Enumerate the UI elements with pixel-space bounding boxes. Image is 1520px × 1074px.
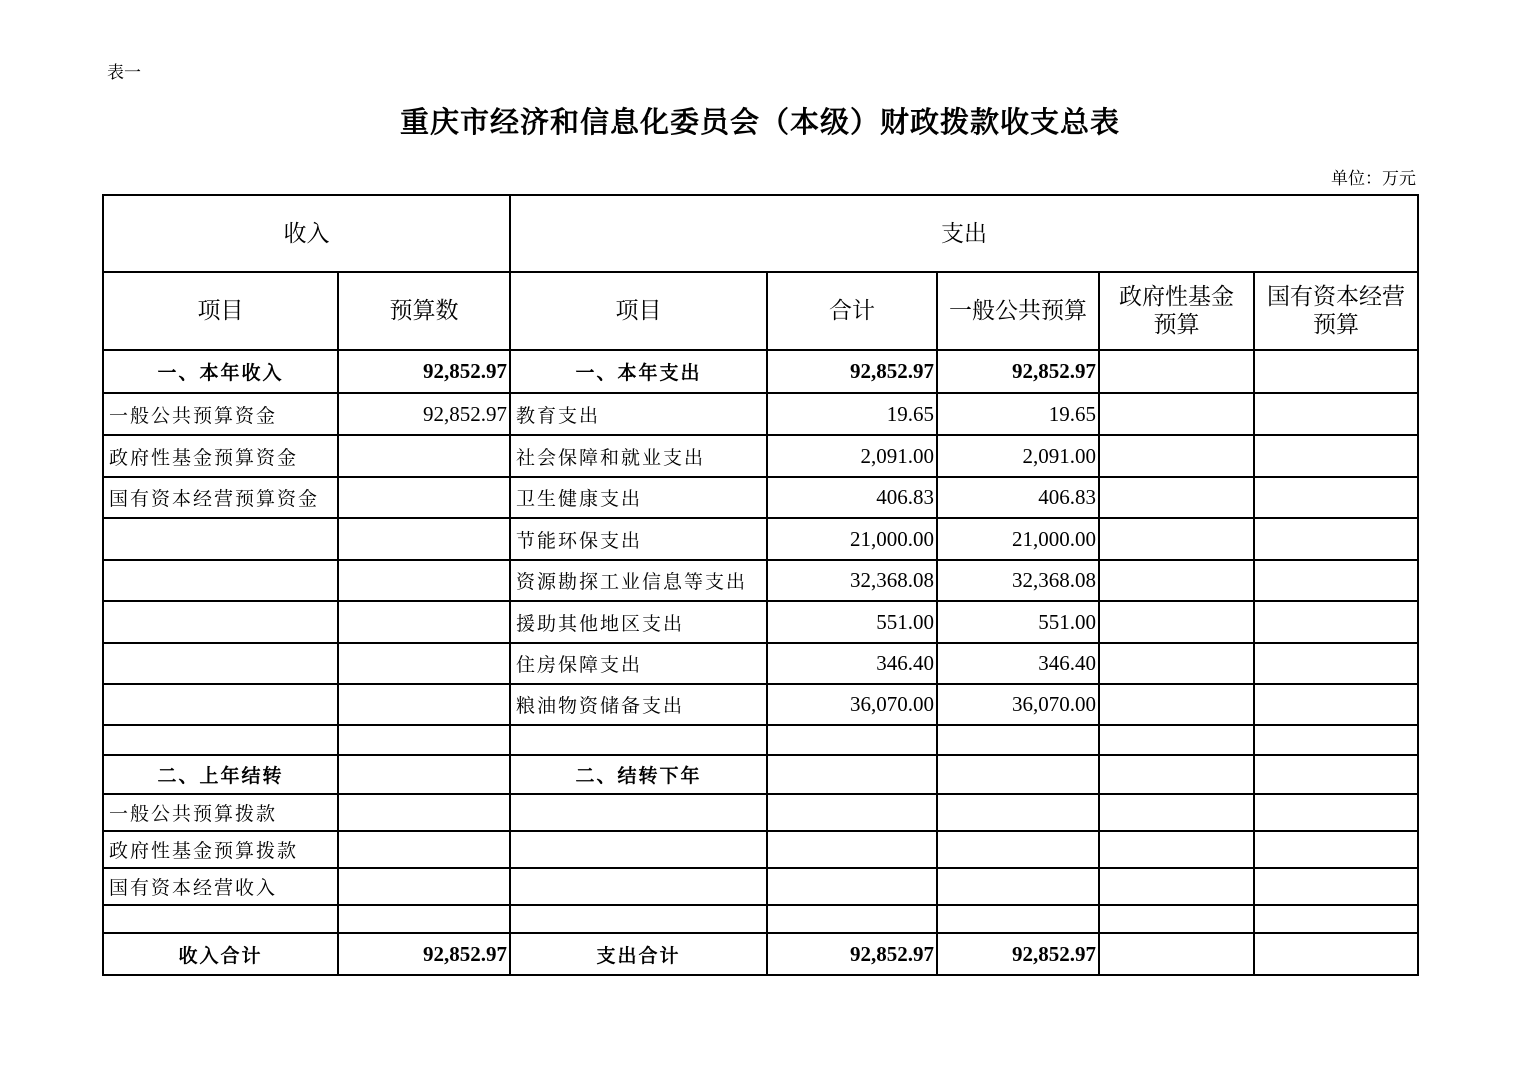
table-cell (1254, 350, 1418, 393)
table-cell (1254, 393, 1418, 435)
unit-label: 单位：万元 (1331, 169, 1416, 189)
table-cell: 一、本年支出 (510, 350, 767, 393)
table-row (103, 868, 1418, 905)
table-cell (338, 755, 510, 794)
table-cell (103, 725, 338, 755)
table-cell (103, 643, 338, 684)
table-cell: 2,091.00 (767, 435, 937, 477)
col-header-general-budget: 一般公共预算 (937, 272, 1099, 350)
budget-table (102, 194, 1419, 976)
table-cell (510, 831, 767, 868)
table-cell (1099, 601, 1254, 643)
table-cell (1099, 868, 1254, 905)
col-header-state-capital-budget: 国有资本经营预算 (1254, 272, 1418, 350)
page-title: 重庆市经济和信息化委员会（本级）财政拨款收支总表 (399, 105, 1120, 139)
table-cell (1099, 560, 1254, 601)
table-cell (1254, 905, 1418, 933)
table-cell: 收入合计 (103, 933, 338, 975)
table-cell: 92,852.97 (937, 350, 1099, 393)
table-cell: 一般公共预算拨款 (103, 794, 338, 831)
table-cell (937, 868, 1099, 905)
table-row (103, 755, 1418, 794)
col-header-total: 合计 (767, 272, 937, 350)
table-cell (767, 794, 937, 831)
table-cell (1099, 518, 1254, 560)
table-row (103, 393, 1418, 435)
col-header-income-budget: 预算数 (338, 272, 510, 350)
table-cell: 二、上年结转 (103, 755, 338, 794)
table-cell (1254, 601, 1418, 643)
table-cell: 36,070.00 (767, 684, 937, 725)
table-cell (1099, 684, 1254, 725)
table-cell (103, 518, 338, 560)
table-cell (338, 868, 510, 905)
table-cell (1254, 794, 1418, 831)
table-cell (1099, 643, 1254, 684)
table-row (103, 831, 1418, 868)
col-header-gov-fund-budget: 政府性基金预算 (1099, 272, 1254, 350)
table-cell (1254, 643, 1418, 684)
table-cell (1099, 725, 1254, 755)
table-cell (1099, 794, 1254, 831)
table-cell: 一般公共预算资金 (103, 393, 338, 435)
table-cell: 19.65 (767, 393, 937, 435)
table-cell (338, 601, 510, 643)
table-cell: 92,852.97 (937, 933, 1099, 975)
table-cell: 19.65 (937, 393, 1099, 435)
table-cell (1099, 933, 1254, 975)
table-cell: 551.00 (937, 601, 1099, 643)
header-group-row (103, 195, 1418, 272)
table-cell: 92,852.97 (767, 350, 937, 393)
table-row (103, 560, 1418, 601)
table-cell (1254, 684, 1418, 725)
table-cell: 政府性基金预算资金 (103, 435, 338, 477)
table-cell (1254, 477, 1418, 518)
table-cell (338, 643, 510, 684)
table-cell: 国有资本经营预算资金 (103, 477, 338, 518)
table-cell: 92,852.97 (338, 350, 510, 393)
table-row (103, 794, 1418, 831)
table-cell (1254, 755, 1418, 794)
table-cell (338, 477, 510, 518)
table-cell (1099, 393, 1254, 435)
table-cell: 一、本年收入 (103, 350, 338, 393)
table-cell (338, 725, 510, 755)
table-row (103, 643, 1418, 684)
table-cell: 32,368.08 (937, 560, 1099, 601)
table-cell (510, 905, 767, 933)
table-cell: 92,852.97 (338, 393, 510, 435)
table-cell (1254, 435, 1418, 477)
table-cell (103, 905, 338, 933)
table-cell (1254, 518, 1418, 560)
table-cell: 资源勘探工业信息等支出 (510, 560, 767, 601)
table-cell (338, 905, 510, 933)
table-row (103, 435, 1418, 477)
table-cell (1254, 725, 1418, 755)
table-cell: 国有资本经营收入 (103, 868, 338, 905)
table-cell: 406.83 (767, 477, 937, 518)
table-cell: 住房保障支出 (510, 643, 767, 684)
table-cell: 教育支出 (510, 393, 767, 435)
table-cell: 21,000.00 (767, 518, 937, 560)
table-row (103, 518, 1418, 560)
table-cell (338, 794, 510, 831)
table-cell: 346.40 (937, 643, 1099, 684)
table-cell (937, 794, 1099, 831)
table-row (103, 350, 1418, 393)
table-cell: 92,852.97 (338, 933, 510, 975)
table-cell (103, 560, 338, 601)
table-cell: 36,070.00 (937, 684, 1099, 725)
table-cell (338, 684, 510, 725)
table-cell: 社会保障和就业支出 (510, 435, 767, 477)
table-cell: 政府性基金预算拨款 (103, 831, 338, 868)
table-cell (338, 518, 510, 560)
table-cell (1254, 933, 1418, 975)
table-cell: 援助其他地区支出 (510, 601, 767, 643)
table-cell (1099, 831, 1254, 868)
table-row (103, 684, 1418, 725)
table-cell (767, 868, 937, 905)
table-cell (510, 725, 767, 755)
table-cell: 卫生健康支出 (510, 477, 767, 518)
table-cell (767, 831, 937, 868)
table-cell (338, 435, 510, 477)
table-cell (103, 684, 338, 725)
table-cell (338, 560, 510, 601)
table-row (103, 933, 1418, 975)
table-cell (1254, 831, 1418, 868)
table-cell: 21,000.00 (937, 518, 1099, 560)
table-cell (937, 831, 1099, 868)
col-header-expense-item: 项目 (510, 272, 767, 350)
table-cell (1254, 868, 1418, 905)
table-cell (510, 794, 767, 831)
income-header: 收入 (103, 195, 510, 272)
table-cell (103, 601, 338, 643)
table-cell (1099, 435, 1254, 477)
column-header-row (103, 272, 1418, 350)
table-cell (1099, 350, 1254, 393)
table-cell (338, 831, 510, 868)
table-row (103, 601, 1418, 643)
table-cell: 二、结转下年 (510, 755, 767, 794)
table-cell: 节能环保支出 (510, 518, 767, 560)
table-cell: 粮油物资储备支出 (510, 684, 767, 725)
col-header-income-item: 项目 (103, 272, 338, 350)
table-cell: 92,852.97 (767, 933, 937, 975)
table-cell: 406.83 (937, 477, 1099, 518)
table-cell (1099, 905, 1254, 933)
table-cell: 支出合计 (510, 933, 767, 975)
table-cell (767, 725, 937, 755)
table-cell (937, 725, 1099, 755)
table-cell (510, 868, 767, 905)
table-tag: 表一 (107, 63, 141, 83)
table-cell: 32,368.08 (767, 560, 937, 601)
table-cell: 2,091.00 (937, 435, 1099, 477)
table-cell (937, 905, 1099, 933)
expense-header: 支出 (510, 195, 1418, 272)
table-cell (1099, 477, 1254, 518)
table-row (103, 905, 1418, 933)
table-cell (1254, 560, 1418, 601)
table-cell (1099, 755, 1254, 794)
table-row (103, 725, 1418, 755)
table-cell (937, 755, 1099, 794)
table-cell: 346.40 (767, 643, 937, 684)
table-cell (767, 755, 937, 794)
table-cell (767, 905, 937, 933)
table-cell: 551.00 (767, 601, 937, 643)
table-row (103, 477, 1418, 518)
